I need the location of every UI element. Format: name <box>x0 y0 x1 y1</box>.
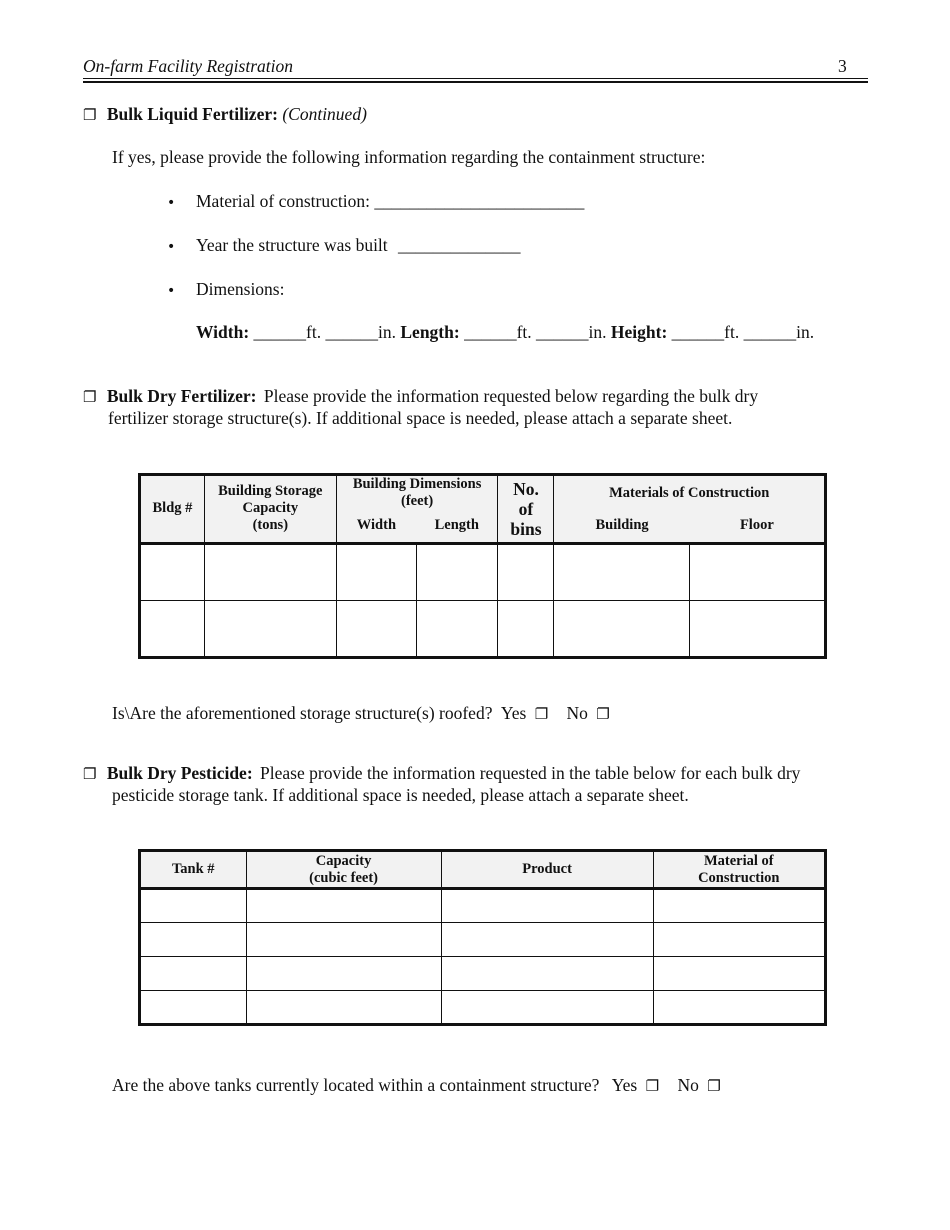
col-header-building: Building <box>554 510 690 543</box>
liquid-section-heading <box>83 104 367 126</box>
dry-fert-heading <box>83 386 758 408</box>
dimensions-label: Dimensions: <box>196 279 285 299</box>
length-label: Length: <box>400 322 460 342</box>
roofed-yes-label: Yes <box>500 703 527 723</box>
year-label: Year the structure was built <box>196 235 388 255</box>
year-blank[interactable]: ______________ <box>398 235 521 255</box>
table-cell[interactable] <box>140 957 247 991</box>
dry-pest-title: Bulk Dry Pesticide: <box>106 763 253 783</box>
containment-yes-label: Yes <box>611 1075 638 1095</box>
year-field <box>196 235 521 256</box>
roofed-no-label: No <box>566 703 588 723</box>
table-cell[interactable] <box>690 543 826 600</box>
col-header-capacity: Building Storage Capacity (tons) <box>204 475 336 544</box>
containment-question: Are the above tanks currently located within a containment structure? <box>112 1075 600 1095</box>
containment-question-line <box>112 1075 721 1097</box>
table-cell[interactable] <box>653 923 825 957</box>
material-label: Material of construction: <box>196 191 370 211</box>
table-cell[interactable] <box>140 889 247 923</box>
roofed-question: Is\Are the aforementioned storage structure(s) roofed? <box>112 703 493 723</box>
col-header-materials: Materials of Construction <box>554 475 826 511</box>
dry-fertilizer-table <box>138 473 827 659</box>
table-cell[interactable] <box>246 923 441 957</box>
table-cell[interactable] <box>246 991 441 1025</box>
col-header-width: Width <box>336 510 416 543</box>
liquid-continued: (Continued) <box>282 104 367 124</box>
dry-fert-title: Bulk Dry Fertilizer: <box>106 386 257 406</box>
containment-no-checkbox[interactable]: ❐ <box>707 1077 721 1095</box>
roofed-no-checkbox[interactable]: ❐ <box>596 705 610 723</box>
length-in-blank[interactable]: ______in. <box>536 322 607 342</box>
table-cell[interactable] <box>140 600 205 657</box>
height-label: Height: <box>610 322 668 342</box>
year-bullet <box>167 235 175 258</box>
dry-fert-desc-line1: Please provide the information requested below regarding the bulk dry <box>263 386 759 406</box>
dry-pest-heading <box>83 763 800 785</box>
height-in-blank[interactable]: ______in. <box>743 322 815 342</box>
col-header-dimensions: Building Dimensions (feet) <box>336 475 498 511</box>
table-cell[interactable] <box>416 543 498 600</box>
bullet-icon: • <box>167 283 176 299</box>
checkbox-icon[interactable]: ❐ <box>83 388 97 406</box>
table-cell[interactable] <box>204 600 336 657</box>
width-ft-blank[interactable]: ______ft. <box>253 322 322 342</box>
table-cell[interactable] <box>498 543 554 600</box>
table-row <box>140 889 826 923</box>
table-row <box>140 543 826 600</box>
col-header-capacity: Capacity (cubic feet) <box>246 851 441 889</box>
table-cell[interactable] <box>140 923 247 957</box>
material-line <box>167 191 175 214</box>
table-cell[interactable] <box>246 889 441 923</box>
table-cell[interactable] <box>653 957 825 991</box>
table-cell[interactable] <box>336 543 416 600</box>
table-cell[interactable] <box>498 600 554 657</box>
table-cell[interactable] <box>416 600 498 657</box>
table-cell[interactable] <box>441 889 653 923</box>
header-rule <box>83 78 868 79</box>
table-cell[interactable] <box>554 543 690 600</box>
table-row <box>140 957 826 991</box>
col-header-bldg: Bldg # <box>140 475 205 544</box>
page-number: 3 <box>838 56 847 76</box>
containment-yes-checkbox[interactable]: ❐ <box>645 1077 660 1095</box>
bullet-icon: • <box>167 195 176 211</box>
table-cell[interactable] <box>441 923 653 957</box>
height-ft-blank[interactable]: ______ft. <box>671 322 740 342</box>
table-cell[interactable] <box>140 543 205 600</box>
col-header-floor: Floor <box>690 510 826 543</box>
roofed-yes-checkbox[interactable]: ❐ <box>534 705 549 723</box>
table-cell[interactable] <box>336 600 416 657</box>
liquid-title: Bulk Liquid Fertilizer: <box>106 104 278 124</box>
table-cell[interactable] <box>441 957 653 991</box>
table-cell[interactable] <box>204 543 336 600</box>
table-cell[interactable] <box>246 957 441 991</box>
table-cell[interactable] <box>653 889 825 923</box>
width-in-blank[interactable]: ______in. <box>325 322 396 342</box>
table-row <box>140 600 826 657</box>
table-cell[interactable] <box>441 991 653 1025</box>
table-cell[interactable] <box>554 600 690 657</box>
page-header-title: On-farm Facility Registration <box>83 56 293 76</box>
dry-pest-desc-line1: Please provide the information requested in the table below for each bulk dry <box>260 763 801 783</box>
table-cell[interactable] <box>690 600 826 657</box>
header-rule-thick <box>83 81 868 83</box>
dry-pest-desc-line2: pesticide storage tank. If additional space is needed, please attach a separate sheet. <box>112 785 689 805</box>
bullet-icon: • <box>167 239 176 255</box>
roofed-question-line <box>112 703 610 725</box>
length-ft-blank[interactable]: ______ft. <box>464 322 532 342</box>
dimensions-bullet <box>167 279 175 302</box>
col-header-tank: Tank # <box>140 851 247 889</box>
material-field <box>196 191 584 212</box>
containment-no-label: No <box>677 1075 699 1095</box>
liquid-intro: If yes, please provide the following information regarding the containment structure: <box>112 147 706 167</box>
table-cell[interactable] <box>140 991 247 1025</box>
dry-pesticide-table <box>138 849 827 1026</box>
col-header-bins: No. of bins <box>498 475 554 544</box>
material-blank[interactable]: ________________________ <box>374 191 585 211</box>
dimensions-fields <box>196 322 814 343</box>
width-label: Width: <box>196 322 250 342</box>
table-cell[interactable] <box>653 991 825 1025</box>
table-row <box>140 923 826 957</box>
col-header-material: Material of Construction <box>653 851 825 889</box>
col-header-product: Product <box>441 851 653 889</box>
col-header-length: Length <box>416 510 498 543</box>
table-row <box>140 991 826 1025</box>
dry-fert-desc-line2: fertilizer storage structure(s). If additional space is needed, please attach a separate sheet. <box>108 408 733 428</box>
checkbox-icon[interactable]: ❐ <box>83 106 97 124</box>
checkbox-icon[interactable]: ❐ <box>83 765 97 783</box>
